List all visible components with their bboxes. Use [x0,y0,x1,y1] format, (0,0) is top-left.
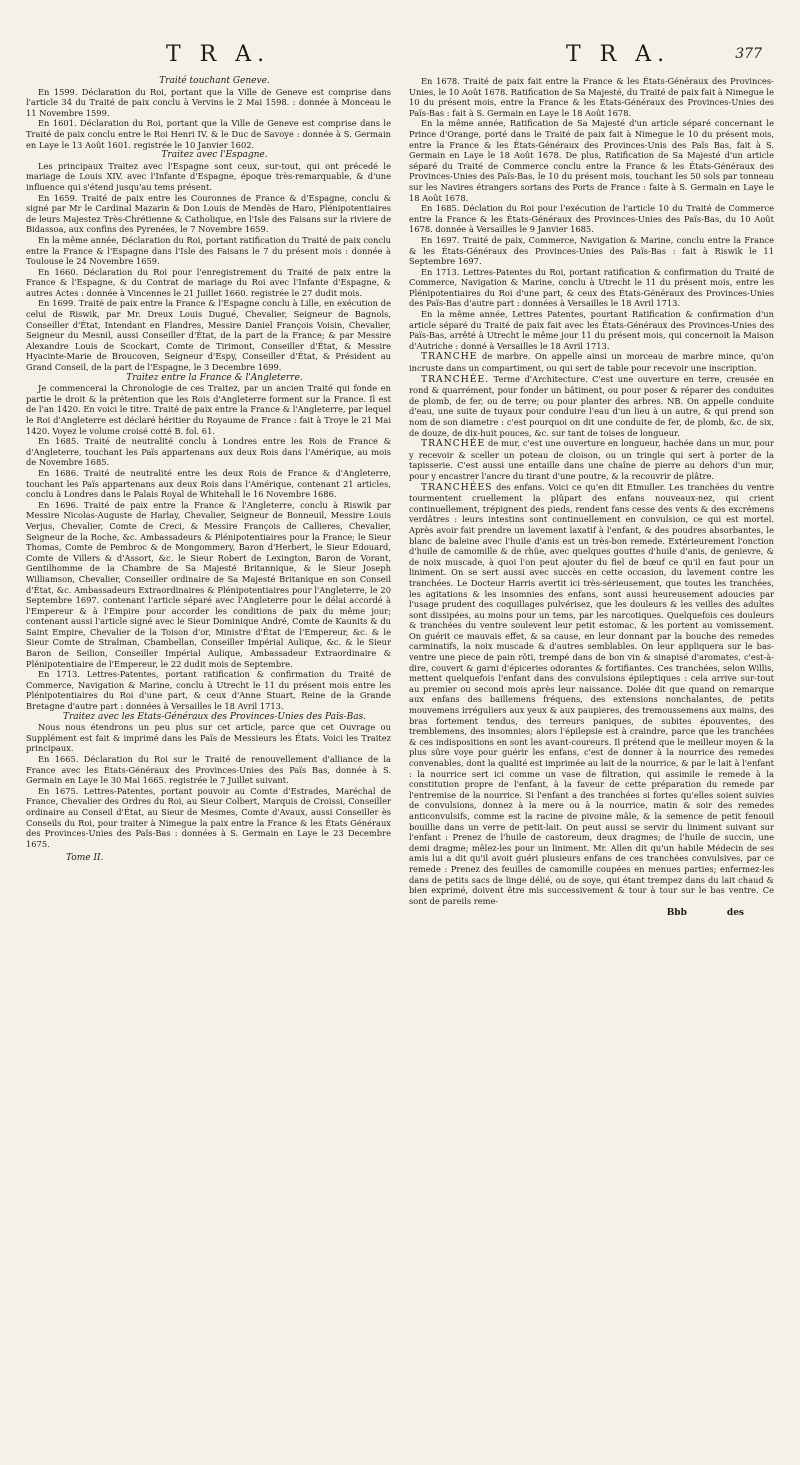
dictionary-entry [409,374,774,439]
paragraph: En la même année, Lettres Patentes, pourtant Ratification & confirmation d'un article séparé du Traité de paix fait avec les États-Généraux des Provinces-Unies des Païs-Bas, arrêté à Utrecht le même jour 11 du présent mois, qui concernoit la Maison d'Autriche : donné à Versailles le 18 Avril 1713. [409,309,774,351]
dictionary-entry [409,438,774,481]
dictionary-entry [409,482,774,907]
signature-mark [409,908,774,919]
paragraph: En 1675. Lettres-Patentes, portant pouvoir au Comte d'Estrades, Maréchal de France, Chevalier des Ordres du Roi, au Sieur Colbert, Marquis de Croissi, Conseiller ordinaire au Conseil d'État, au Sieur de Mesmes, Comte d'Avaux, aussi Conseiller ès Conseils du Roi, pour traiter à Nimegue la paix entre la France & les États Généraux des Provinces-Unies des Païs-Bas : données à S. Germain en Laye le 23 Decembre 1675. [26,785,391,849]
paragraph: En 1678. Traité de paix fait entre la France & les États-Généraux des Provinces-Unies, le 10 Août 1678. Ratification de Sa Majesté, du Traité de paix fait à Nimegue le 10 du présent mois, entre la France & les États-Généraux des Provinces-Unies des Païs-Bas : fait à S. Germain en Laye le 18 Août 1678. [409,76,774,118]
paragraph: En 1685. Traité de neutralité conclu à Londres entre les Rois de France & d'Angleterre, touchant les Païs appartenans aux deux Rois dans l'Amérique, au mois de Novembre 1685. [26,436,391,468]
page-number: 377 [735,46,762,62]
paragraph: En 1713. Lettres-Patentes du Roi, portant ratification & confirmation du Traité de Commerce, Navigation & Marine, conclu à Utrecht le 11 du présent mois, entre les Plénipotentiaires du Roi d'une part, & ceux des États-Généraux des Provinces-Unies des Païs-Bas d'autre part : données à Versailles le 18 Avril 1713. [409,266,774,309]
left-column [26,76,391,919]
entry-headword: TRANCHÉE. [421,373,490,385]
entry-text: Terme d'Architecture. C'est une ouverture en terre, creusée en rond & quarrément, pour fonder un bâtiment, ou pour poser & réparer des conduites de plomb, de fer, ou de terre; ou pour planter des arbres. NB. On appelle conduite d'eau, une suite de tuyaux pour conduire l'eau d'un lieu à un autre, & qui prend son nom de son diametre : c'est pourquoi on dit une conduite de fer, de plomb, &c. de six, de douze, de dix-huit pouces, &c. sur tant de toises de longueur. [409,373,775,438]
paragraph: En la même année, Déclaration du Roi, portant ratification du Traité de paix conclu entre la France & l'Espagne dans l'Isle des Faisans le 7 du présent mois : donnée à Toulouse le 24 Novembre 1659. [26,234,391,267]
entry-text: des enfans. Voici ce qu'en dit Etmuller. Les tranchées du ventre tourmentent cruellement la plûpart des enfans nouveaux-nez, qui crient continuellement, trépignent des pieds, rendent fans cesse des vents & des excrémens verdâtres : leurs intestins sont continuellement en convulsion, ce qui est mortel. Après avoir fait prendre un lavement laxatif à l'enfant, & des poudres absorbantes, le blanc de baleine avec l'huile d'anis est un très-bon remede. Extérieurement l'onction d'huile de camomille & de rhüe, avec quelques gouttes d'huile d'anis, de genievre, & de noix muscade, à quoi l'on peut ajouter du fiel de bœuf ce qu'il en faut pour un liniment. On se sert aussi avec succès en cette occasion, du lavement contre les tranchées. Le Docteur Harris avertit ici très-sérieusement, que toutes les tranchées, les agitations & les insomnies des enfans, sont aussi heureusement adoucies par l'usage prudent des coquillages pulvérisez, que les douleurs & les veilles des adultes sont dissipées, au moins pour un tems, par les narcotiques. Quelquefois ces douleurs & tranchées du ventre soulevent leur petit estomac, & les portent au vomissement. On guérit ce mauvais effet, & sa cause, en leur donnant par la bouche des remedes carminatifs, la noix muscade & d'autres semblables. On leur appliquera sur le bas-ventre une piece de pain rôti, trempé dans de bon vin & sinapisé d'aromates, c'est-à-dire, couvert & garni d'épiceries odorantes & fortifiantes. Ces tranchées, selon Willis, mettent quelquefois l'enfant dans des convulsions épileptiques : cela arrive sur-tout au premier ou second mois après leur naissance. Dolée dit que quand on remarque aux enfans des baillemens fréquens, des extensions nonchalantes, de petits mouvemens irréguliers aux yeux & aux paupieres, des tremoussemens aux mains, des bras fortement tendus, des terreurs paniques, de subites épouventes, des tremblemens, des insomnies; alors l'épilepsie est à craindre, parce que les tranchées & ces indispositions en sont les avant-coureurs. Il prétend que le meilleur moyen & la plus sûre voye pour guérir les enfans, c'est de donner à la nourrice des remedes convenables, dont la qualité est imprimée au lait de la nourrice, & par le lait à l'enfant : la nourrice sert ici comme un vase de filtration, qui assimile le remede à la constitution propre de l'enfant, à la faveur de cette préparation du remede par l'entremise de la nourrice. Si l'enfant a des tranchées si fortes qu'elles soient suivies de convulsions, donnez à la mere ou à la nourrice, matin & soir des remedes anticonvulsifs, comme est la racine de pivoine mâle, & la semence de petit fenouil bouillie dans un verre de petit-lait. On peut aussi se servir du liniment suivant sur l'enfant : Prenez de l'huile de castoreum, deux dragmes; de l'huile de succin, une demi dragme; mêlez-les pour un liniment. Mr. Allen dit qu'un habile Médecin de ses amis lui a dit qu'il avoit guéri plusieurs enfans de ces tranchées convulsives, par ce remede : Prenez des feuilles de camomille coupées en menues parties; enfermez-les dans de petits sacs de linge délié, ou de soye, qui étant trempez dans du lait chaud & bien exprimé, doivent être mis successivement & tour à tour sur le bas ventre. Ce sont de pareils reme- [409,481,774,906]
entry-headword: TRANCHE [421,351,478,363]
volume-footer: Tome II. [66,853,104,864]
page-header [26,40,774,76]
paragraph: En 1601. Déclaration du Roi, portant que la Ville de Geneve est comprise dans le Traité de paix conclu entre le Roi Henri IV. & le Duc de Savoye : donnée à S. Germain en Laye le 13 Août 1601. registrée le 10 Janvier 1602. [26,118,391,150]
entry-headword: TRANCHÉE [421,438,486,450]
text-columns [26,76,774,919]
signature-letters: Bbb [666,908,687,919]
paragraph: En 1599. Déclaration du Roi, portant que la Ville de Geneve est comprise dans l'article 34 du Traité de paix conclu à Vervins le 2 Mai 1598. : donnée à Monceau le 11 Novembre 1599. [26,86,391,118]
paragraph: En 1713. Lettres-Patentes, portant ratification & confirmation du Traité de Commerce, Navigation & Marine, conclu à Utrecht le 11 du présent mois entre les Plénipotentiaires du Roi d'une part, & ceux d'Anne Stuart, Reine de la Grande Bretagne d'autre part : données à Versailles le 18 Avril 1713. [26,669,391,712]
paragraph: En 1686. Traité de neutralité entre les deux Rois de France & d'Angleterre, touchant les Païs appartenans aux deux Rois dans l'Amérique, contenant 21 articles, conclu à Londres dans le Palais Royal de Whitehall le 16 Novembre 1686. [26,467,391,500]
entry-headword: TRANCHÉES [421,481,493,493]
section-title: Traitez avec les Etats-Généraux des Provinces-Unies des Païs-Bas. [62,711,367,722]
paragraph: En 1685. Déclation du Roi pour l'exécution de l'article 10 du Traité de Commerce entre la France & les États-Généraux des Provinces-Unies des Païs-Bas, du 10 Août 1678. donnée à Versailles le 9 Janvier 1685. [409,203,774,235]
paragraph: Nous nous étendrons un peu plus sur cet article, parce que cet Ouvrage ou Supplément est fait & imprimé dans les Païs de Messieurs les États. Voici les Traitez principaux. [26,722,391,754]
paragraph: En 1699. Traité de paix entre la France & l'Espagne conclu à Lille, en exécution de celui de Riswik, par Mr. Dreux Louis Dugué, Chevalier, Seigneur de Bagnols, Conseiller d'État, Intendant en Flandres, Messire Daniel François Voisin, Chevalier, Seigneur du Mesnil, aussi Conseiller d'État, de la part de la France; & par Messire Alexandre Louis de Scockart, Comte de Tirimont, Conseiller d'État, & Messire Hyacinte-Marie de Broucoven, Seigneur d'Espy, Conseiller d'État, & Président au Grand Conseil, de la part de l'Espagne, le 3 Decembre 1699. [26,298,391,373]
paragraph: En 1660. Déclaration du Roi pour l'enregistrement du Traité de paix entre la France & l'Espagne, & du Contrat de mariage du Roi avec l'Infante d'Espagne, & autres Actes : donnée à Vincennes le 21 Juillet 1660. registrée le 27 dudit mois. [26,266,391,298]
running-head-right: T R A. [566,42,671,67]
paragraph: En la même année, Ratification de Sa Majesté d'un article séparé concernant le Prince d'Orange, porté dans le Traité de paix fait à Nimegue le 10 du présent mois, entre la France & les États-Généraux des Provinces-Unis des Païs Bas, fait à S. Germain en Laye le 18 Août 1678. De plus, Ratification de Sa Majesté d'un article séparé du Traité de Commerce conclu entre la France & les États-Généraux des Provinces-Unies des Païs-Bas, le 10 du présent mois, touchant les 50 sols par tonneau sur les Navires étrangers sortans des Ports de France : faite à S. Germain en Laye le 18 Août 1678. [409,118,774,203]
paragraph: Je commencerai la Chronologie de ces Traitez, par un ancien Traité qui fonde en partie le droit & la prétention que les Rois d'Angleterre forment sur la France. Il est de l'an 1420. En voici le titre. Traité de paix entre la France & l'Angleterre, par lequel le Roi d'Angleterre est déclaré héritier du Royaume de France : fait à Troye le 21 Mai 1420. Voyez le volume croisé cotté B. fol. 61. [26,383,391,436]
section-title: Traité touchant Geneve. [159,76,270,86]
dictionary-entry [409,351,774,373]
paragraph: En 1665. Déclaration du Roi sur le Traité de renouvellement d'alliance de la France avec les États-Généraux des Provinces-Unies des Païs Bas, donnée à S. Germain en Laye le 30 Mai 1665. registrée le 7 Juillet suivant. [26,754,391,786]
paragraph: En 1697. Traité de paix, Commerce, Navigation & Marine, conclu entre la France & les États-Généraux des Provinces-Unies des Païs-Bas : fait à Riswik le 11 Septembre 1697. [409,234,774,267]
paragraph: En 1659. Traité de paix entre les Couronnes de France & d'Espagne, conclu & signé par Mr le Cardinal Mazarin & Don Louis de Mendès de Haro, Plénipotentiaires de leurs Majestez Très-Chrétienne & Catholique, en l'Isle des Faisans sur la riviere de Bidassoa, aux confins des Pyrenées, le 7 Novembre 1659. [26,192,391,235]
paragraph: En 1696. Traité de paix entre la France & l'Angleterre, conclu à Riswik par Messire Nicolas-Auguste de Harlay, Chevalier, Seigneur de Bonneuil, Messire Louis Verjus, Chevalier, Comte de Creci, & Messire François de Callieres, Chevalier, Seigneur de la Roche, &c. Ambassadeurs & Plénipotentiaires pour la France; le Sieur Thomas, Comte de Pembroc & de Mongommery, Baron d'Herbert, le Sieur Edouard, Comte de Villers & d'Assort, &c. le Sieur Robert de Lexington, Baron de Vorant, Gentilhomme de la Chambre de Sa Majesté Britannique, & le Sieur Joseph Williamson, Chevalier, Conseiller ordinaire de Sa Majesté Britanique en son Conseil d'État, &c. Ambassadeurs Extraordinaires & Plénipotentiaires pour l'Angleterre, le 20 Septembre 1697. contenant l'article séparé avec l'Angleterre pour le délai accordé à l'Empereur & à l'Empire pour accorder les conditions de paix du même jour; contenant aussi l'article signé avec le Sieur Dominique André, Comte de Kaunits & du Saint Empire, Chevalier de la Toison d'or, Ministre d'État de l'Empereur, &c. & le Sieur Comte de Stralman, Chambellan, Conseiller Impérial Aulique, &c. & le Sieur Baron de Seilion, Conseiller Impérial Aulique, Ambassadeur Extraordinaire & Plénipotentiaire de l'Empereur, le 22 dudit mois de Septembre. [26,499,391,669]
section-title: Traitez entre la France & l'Angleterre. [126,372,303,383]
running-head-left: T R A. [166,42,271,67]
entry-text: de mur, c'est une ouverture en longueur, hachée dans un mur, pour y recevoir & sceller un poteau de cloison, ou un tringle qui sert à porter de la tapisserie. C'est aussi une entaille dans une chaîne de pierre au dehors d'un mur, pour y encastrer l'ancre du tirant d'une poutre, & la recouvrir de plâtre. [409,438,774,481]
section-title: Traitez avec l'Espagne. [161,150,268,161]
right-column [409,76,774,919]
entry-text: de marbre. On appelle ainsi un morceau de marbre mince, qu'on incruste dans un compartiment, ou qui sert de table pour recevoir une inscription. [409,351,775,374]
paragraph: Les principaux Traitez avec l'Espagne sont ceux, sur-tout, qui ont précedé le mariage de Louis XIV. avec l'Infante d'Espagne, époque très-remarquable, & d'une influence qui s'étend jusqu'au tems présent. [26,160,391,192]
catchword: des [726,908,744,919]
